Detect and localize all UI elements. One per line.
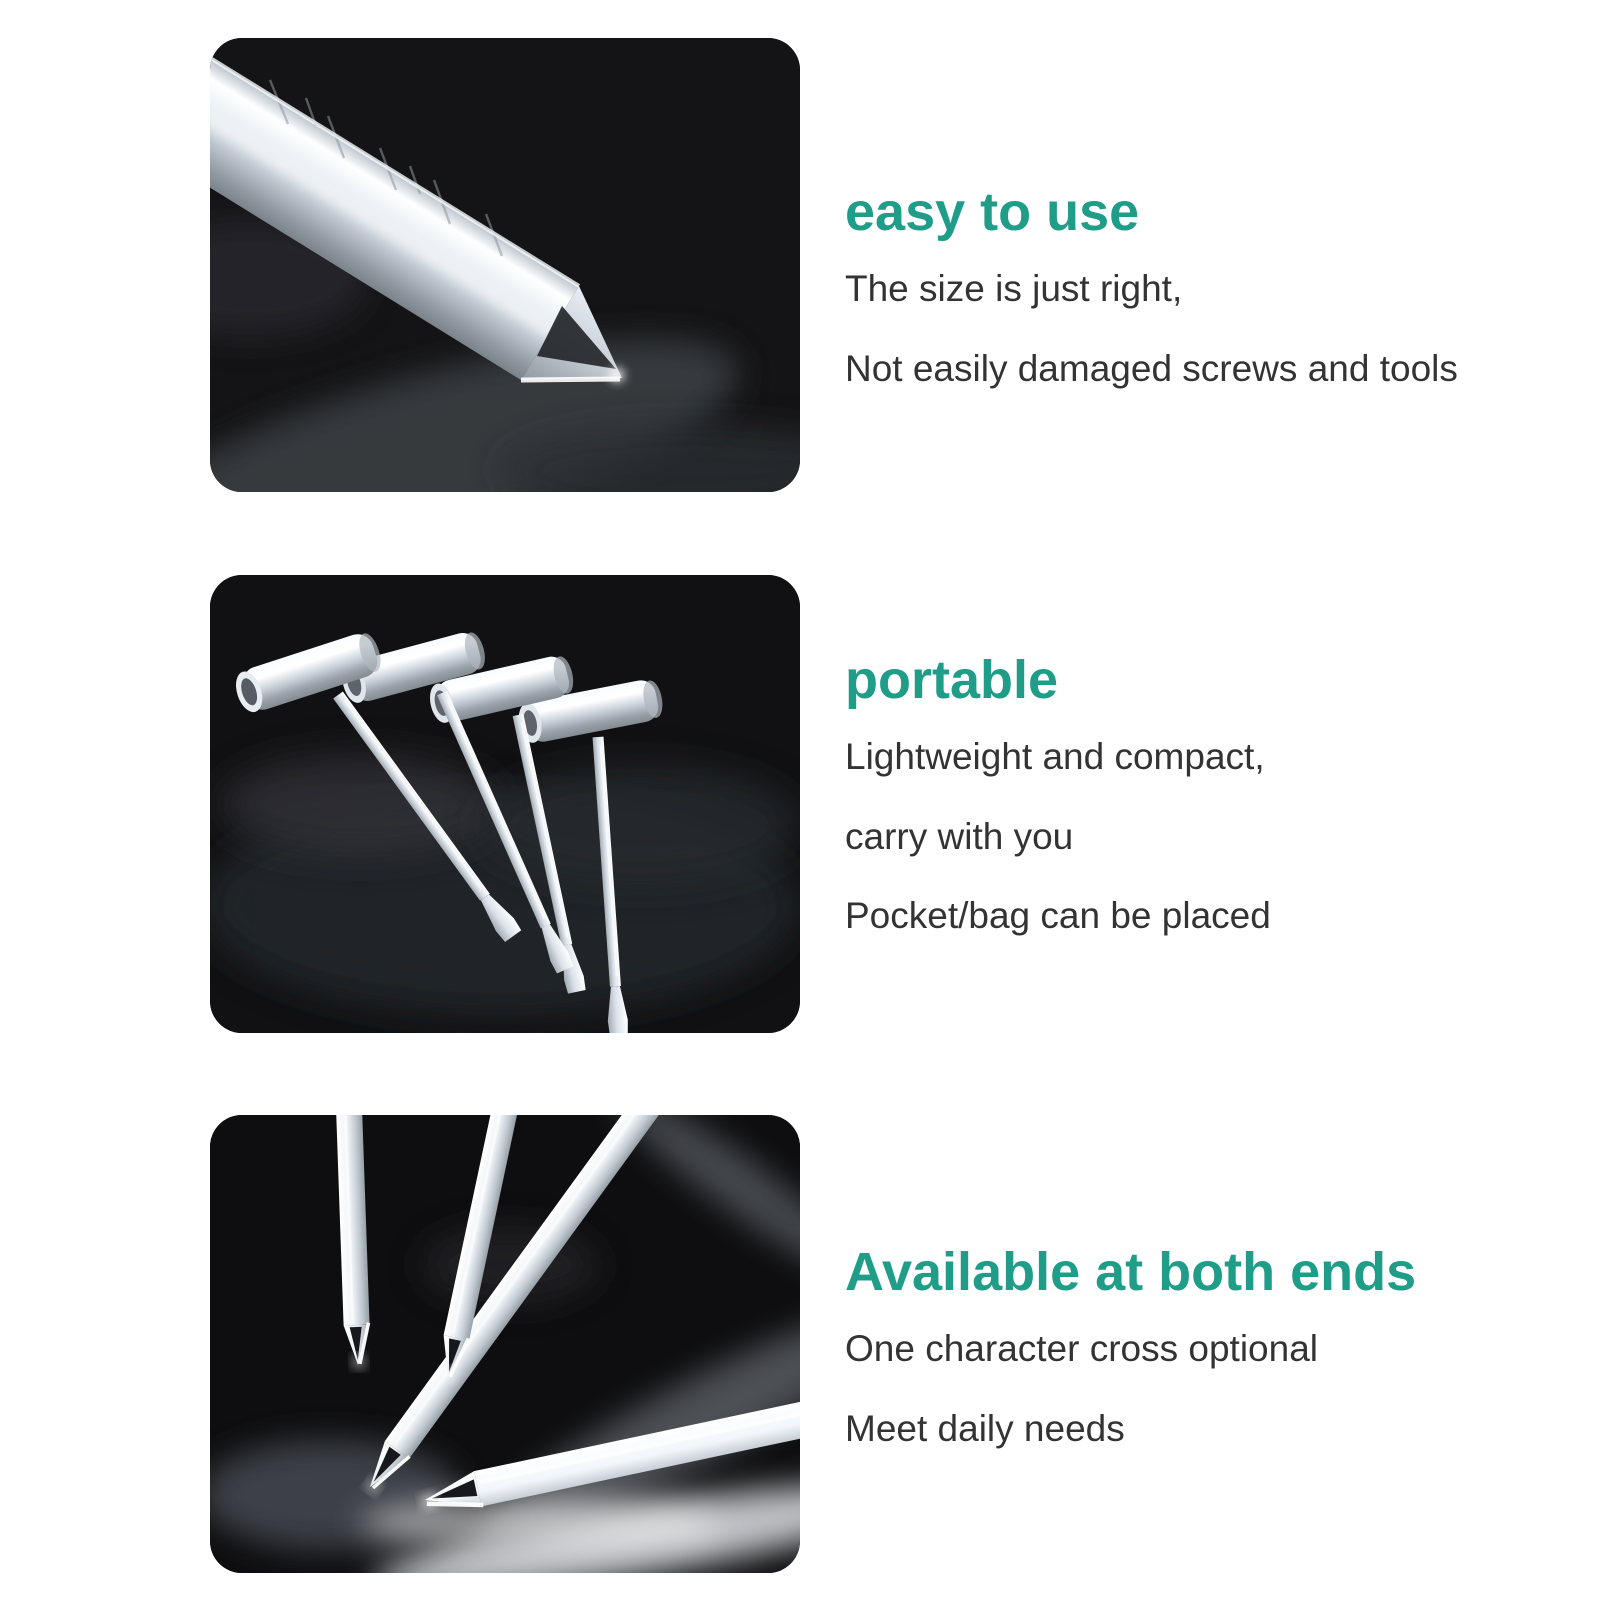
feature-copy (845, 1242, 1565, 1449)
feature-line: Not easily damaged screws and tools (845, 347, 1458, 389)
feature-line: Meet daily needs (845, 1407, 1125, 1449)
feature-line: Pocket/bag can be placed (845, 895, 1271, 937)
t-handle-screwdrivers-photo (210, 575, 800, 1033)
feature-line: The size is just right, (845, 268, 1183, 310)
feature-copy (845, 182, 1565, 389)
t-handle-tools-illustration (210, 575, 800, 1033)
phillips-shafts-illustration (210, 1115, 800, 1573)
phillips-tip-closeup-photo (210, 38, 800, 492)
feature-heading: easy to use (845, 182, 1140, 242)
phillips-tip-illustration (210, 38, 800, 492)
feature-copy (845, 650, 1565, 937)
feature-heading: portable (845, 650, 1059, 710)
double-ended-shafts-photo (210, 1115, 800, 1573)
feature-heading: Available at both ends (845, 1242, 1417, 1302)
feature-line: Lightweight and compact, (845, 736, 1265, 778)
feature-line: One character cross optional (845, 1328, 1319, 1370)
feature-line: carry with you (845, 815, 1074, 857)
